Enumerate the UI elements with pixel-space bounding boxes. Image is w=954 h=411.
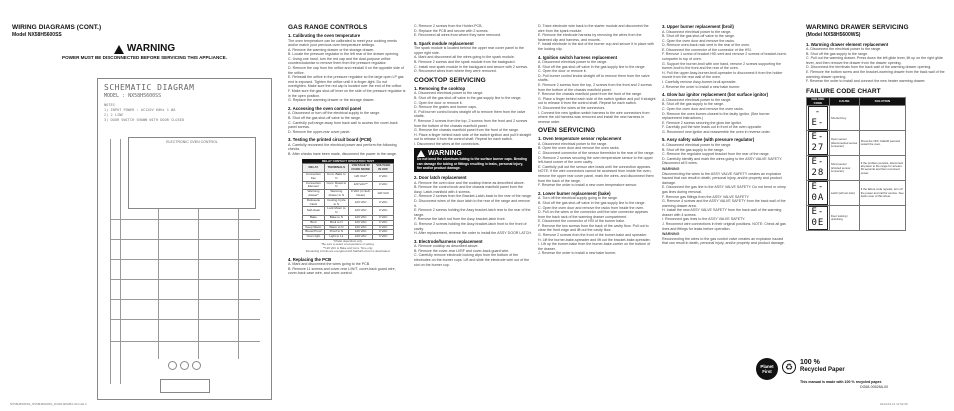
- step: D. Replace the PCB and secure with 2 screws.: [414, 28, 489, 33]
- schematic-title: SCHEMATIC DIAGRAM: [104, 83, 195, 92]
- table-cell: Keep Warm: [303, 225, 325, 230]
- table-cell: Conv. Bake to N: [324, 172, 348, 181]
- subhead-temp-sensor: 1. Oven temperature sensor replacement: [538, 136, 622, 142]
- step: F. Remove the latch rod from the Assy bracket-latch front.: [414, 217, 506, 222]
- failure-code-cell: [807, 131, 830, 156]
- failure-code-row: [807, 206, 906, 231]
- table-cell: 120 VAC: [348, 230, 373, 235]
- failure-cause-cell: Door locking / unlocking: [829, 206, 859, 231]
- step: A. Disconnect electrical power to the range.: [538, 141, 608, 146]
- table-cell: 0 VAC: [373, 207, 394, 216]
- table-cell: Light to L1: [324, 235, 348, 240]
- failure-code-display: -E-: [808, 106, 828, 130]
- recycled-percent: 100 %: [800, 359, 820, 366]
- step: A. Remove cooktop as described above.: [414, 244, 479, 249]
- relay-table-notes: [302, 240, 394, 254]
- table-cell: Lock Motor to N: [324, 207, 348, 216]
- step: F. Reverse the order to install and connect the new heater warming drawer.: [806, 79, 926, 84]
- subhead-upper-burner: 3. Upper burner replacement (broil): [662, 24, 734, 29]
- table-cell: Bake: [303, 215, 325, 220]
- step: H. Pull the upper Assy-burner-broil-spreader to disconnect it from the holder nozzle from the rear wall of the oven.: [662, 70, 783, 80]
- subhead-ignition-switch: 4. Ignition switch harness replacement: [538, 54, 618, 60]
- step: D. Remove the oven burner-closest to the faulty ignitor. (See burner replacement instructions.): [662, 111, 770, 121]
- step: A. Mark and disconnect the wires going to the PCB.: [288, 262, 371, 267]
- table-cell: Self-clean: [303, 207, 325, 216]
- step: B. Shut off the gas supply to the range.: [662, 102, 725, 107]
- table-cell: Oven light: [303, 235, 325, 240]
- warning-label: WARNING: [662, 166, 680, 171]
- step: E. Disconnect the gas line to the ASSY VALVE SAFETY. Do not bend or crimp gas lines during removal.: [662, 185, 786, 194]
- warning-block: [12, 42, 277, 61]
- step: D. Reconnect wires from where they were removed.: [414, 69, 497, 74]
- step: G. Place a finger behind each side of the switch ignition and pull it straight out to release it from the control shaft. Repeat for each switch.: [538, 96, 656, 106]
- step: H. Place a finger behind each side of the switch ignition and pull it straight out to release it from the control shaft. Repeat for each switch.: [414, 132, 532, 142]
- failure-code-cell: [807, 156, 830, 181]
- step: B. Shut off the gas shut-off valve in the gas supply line to the range.: [538, 200, 646, 205]
- step: C. Open the oven door and remove the racks.: [662, 38, 735, 43]
- paragraph: The oven temperature can be calibrated to meet your cooking needs and/or match your previous oven temperature settings.: [288, 38, 397, 48]
- step: D. Carefully identify and mark the wires going to the ASSY VALVE SAFETY. Disconnect all 5 wires.: [662, 156, 783, 166]
- failure-code-display: E-28: [808, 156, 828, 180]
- step: A. Disconnect electrical power to the range.: [662, 97, 732, 102]
- warning-label: WARNING: [662, 232, 680, 237]
- step: E. Carefully pull out the sensor wire leads until the connection appears. NOTE: If the wire connectors cannot be accessed from inside the oven, remove the upper rear cover panel, mark the wires, and disconnect them from the back of the range.: [538, 164, 654, 183]
- table-cell: 0 VAC: [373, 230, 394, 235]
- section-title-wiring: WIRING DIAGRAMS (CONT.): [12, 24, 102, 31]
- step: D. Remove the cap from the orifice and reinstall it on the opposite side of the orifice.: [288, 66, 404, 75]
- step: C. Remove 2 screws from the Holder-PCB.: [414, 24, 483, 28]
- step: F. Install electrode in the slot of the burner cup and secure it in place with the locking clip.: [538, 42, 654, 51]
- step: C. Open the door or remove it.: [538, 69, 587, 74]
- step: I. Carefully remove Assy-burner-broil-spreader.: [662, 80, 737, 85]
- table-header-cell: VOLTAGE IN COOK MODE: [348, 164, 373, 173]
- table-cell: 120 VAC: [348, 198, 373, 207]
- terminal-circle: [192, 361, 201, 370]
- step: H. Lift the burner-bake-spreader and lift out the bracket-bake-spreader.: [538, 237, 651, 242]
- table-cell: Broil to N: [324, 220, 348, 225]
- step: D. Pull burner control knobs straight off to remove them from the valve shafts.: [538, 73, 650, 83]
- step: C. Disconnect connector of the sensor thermistor to the rear of the range.: [538, 151, 655, 156]
- model-label: (Model NX58H5600WS): [806, 32, 861, 38]
- footer-file-info: NX58H5600SS_NX58H5600SS_DG68-00628A-00.indd 4: [10, 402, 87, 406]
- failure-code-row: [807, 131, 906, 156]
- footer-timestamp: 2014-03-12 11:52:35: [880, 402, 908, 406]
- step: G. Remove the chassis manifold panel from the front of the range.: [414, 128, 520, 133]
- table-header-cell: TERMINALS: [324, 164, 348, 173]
- step: D. Disconnect the terminals from the back wall of the warming drawer opening.: [806, 65, 932, 70]
- planet-first-line: First: [762, 369, 772, 374]
- recycled-label: Recycled Paper: [800, 367, 845, 373]
- schematic-diagram: [97, 78, 272, 400]
- section-title-warming-drawer: WARMING DRAWER SERVICING: [806, 24, 909, 31]
- step: G. Remove 2 screws from the front of the burner-bake and spreader.: [538, 233, 648, 238]
- step: A. Remove the warming drawer or the storage drawer.: [288, 47, 375, 52]
- section-title-cooktop: COOKTOP SERVICING: [414, 76, 486, 84]
- table-cell: 0 VAC: [373, 235, 394, 240]
- column-oven-servicing-cont: [662, 24, 788, 246]
- subhead-testing-pcb: 3. Testing the printed circuit board (PCB): [288, 137, 372, 143]
- column-oven-servicing: [538, 24, 656, 256]
- step: A. Mark and disconnect all the wires going to the spark module.: [414, 55, 515, 60]
- step: A. Disconnect the electrical power to the range.: [806, 47, 882, 51]
- failure-solution-cell: If the problem persists, disconnect all power to the range for at least 30 seconds and then reconnect power.: [859, 156, 905, 181]
- warning-text: Do not bend the aluminum tubing to the surface burner caps. Bending can damage the tubing or fittings resulting in leaks, personal injury, fire and/or product damage.: [417, 157, 527, 170]
- relay-table-wrap: [302, 159, 394, 254]
- table-cell: Warming drawer to N: [324, 190, 348, 199]
- step: D. Remove the grates and burner caps.: [414, 105, 477, 110]
- warning-triangle-icon: [114, 45, 124, 54]
- schematic-notes: [104, 103, 184, 123]
- failure-code-cell: [807, 181, 830, 206]
- table-cell: Warming drawer*: [303, 190, 325, 199]
- recycled-note: This manual is made with 100 % recycled paper.: [800, 380, 882, 384]
- step: F. Remove gas fittings from the ASSY VALVE SAFETY.: [662, 194, 750, 199]
- warning-heading: [114, 42, 176, 54]
- step: C. Pull out the warming drawer. Press down the left glide lever, lift up on the right glide lever, and then remove the drawer from the drawer opening.: [806, 56, 943, 65]
- step: C. Open the oven door and remove the racks from inside the oven.: [538, 205, 645, 210]
- table-cell: Rotisserie Clock: [303, 198, 325, 207]
- step: G. Replace the warming drawer or the storage drawer.: [288, 98, 375, 103]
- recycle-icon: ♻: [782, 360, 796, 374]
- table-cell: 120 VAC: [348, 235, 373, 240]
- table-cell: Proof to N: [324, 230, 348, 235]
- step: B. Shut off the gas supply to the range.: [806, 51, 869, 56]
- step: H. After replacement, reverse the order to install the ASSY DOOR LATCH.: [414, 231, 532, 236]
- subhead-door-latch: 2. Door latch replacement: [414, 175, 467, 181]
- table-header-cell: RELAY: [303, 164, 325, 173]
- table-row: [303, 198, 394, 207]
- failure-cause-cell: Shorted Key: [829, 106, 859, 131]
- section-title-failure-codes: FAILURE CODE CHART: [806, 87, 881, 95]
- step: H. Install the new ASSY VALVE SAFETY from the back wall of the warming drawer with 4 screws.: [662, 208, 782, 217]
- step: A. Remove the oven door and the cooktop frame as described above.: [414, 180, 525, 185]
- schematic-model: MODEL : NX58H5600SS: [104, 93, 162, 99]
- step: F. Remove 2 screws from the top, 2 screws from the front and 2 screws from the bottom of the chassis manifold panel.: [414, 118, 528, 128]
- table-cell: 120 VAC: [348, 215, 373, 220]
- schematic-note: 3) DOOR SWITCH SHOWN WITH DOOR CLOSED: [104, 118, 185, 122]
- terminal-circle: [180, 361, 189, 370]
- step: F. Carefully pull the wire leads out in front of the oven opposite.: [662, 125, 763, 130]
- subhead-drawer-element: 1. Warming drawer element replacement: [806, 41, 889, 47]
- wire-line: [110, 139, 111, 384]
- step: A. Disconnect electrical power to the range.: [662, 142, 732, 147]
- step: B. Shut off the gas shut-off valve to the range.: [662, 34, 735, 39]
- table-cell: 120 VAC: [348, 220, 373, 225]
- warning-text: Reconnecting the wires to the gas control valve creates an explosion hazard that can result in death, personal injury, and/or property and product damage.: [662, 236, 785, 246]
- table-cell: Broil: [303, 220, 325, 225]
- step: I. Reconnect gas lines to the ASSY VALVE SAFETY.: [662, 217, 746, 222]
- step: B. Remove the cover-rear LI/RF and cover-back guard wire.: [414, 248, 510, 253]
- cooktop-warning-heading: [417, 150, 529, 157]
- step: E. Remove 2 screws securing the glow bar ignitor.: [662, 120, 742, 125]
- subhead-removing-cooktop: 1. Removing the cooktop: [414, 85, 466, 91]
- step: J. Reverse the order to install a new bake burner.: [538, 251, 617, 256]
- failure-solution-cell: [859, 106, 905, 131]
- step: D. Pull on the wires or the connector until the wire connector appears from the back rack of the warming drawer compartment.: [538, 210, 648, 219]
- step: F. Remove the chassis manifold panel from the front of the range.: [538, 92, 643, 97]
- failure-code-table: [806, 97, 906, 232]
- failure-code-cell: [807, 106, 830, 131]
- failure-solution-cell: If the failure code repeats, turn off the power and call for service. See back cover of this sheet.: [859, 181, 905, 206]
- failure-code-display: E-27: [808, 131, 828, 155]
- step: D. Remove 2 screws securing the oven temperature sensor to the upper left-hand corner of the oven cavity.: [538, 155, 653, 165]
- subhead-accessing-panel: 2. Accessing the oven control panel: [288, 105, 362, 111]
- warning-title: WARNING: [428, 149, 462, 157]
- table-cell: 0 VAC: [373, 172, 394, 181]
- subhead-calibrating: 1. Calibrating the oven temperature: [288, 33, 361, 38]
- wire-line: [158, 209, 159, 359]
- column-warming-drawer: [806, 24, 946, 231]
- step: B. Open the oven door and remove the oven racks.: [538, 146, 620, 151]
- table-cell: 0 VAC (in Self-Clean): [348, 190, 373, 199]
- failure-code-display: E-0E: [808, 206, 828, 230]
- schematic-note: NOTES: [104, 103, 115, 107]
- wire-line: [238, 209, 239, 359]
- step: D. Trace electrode wire back to the starter module and disconnect the wire from the spark module.: [538, 24, 649, 33]
- step: A. Carefully reconnect the electrical power and perform the following checks.: [288, 142, 397, 152]
- table-cell: Bread Proof: [303, 230, 325, 235]
- step: D. Remove oven-back rack vent in the rear of the oven.: [662, 43, 751, 48]
- failure-cause-cell: Open sensor (disconnected sensor connector): [829, 131, 859, 156]
- model-label: Model NX58H5600SS: [12, 32, 62, 38]
- table-cell: 0 VAC: [373, 220, 394, 225]
- failure-code-cell: [807, 206, 830, 231]
- failure-code-row: [807, 156, 906, 181]
- table-row: [303, 190, 394, 199]
- table-cell: 120 VAC: [373, 190, 394, 199]
- step: C. Carefully pull range away from back wall to access the cover-back panel screws.: [288, 120, 398, 130]
- power-plug-box: [160, 379, 210, 393]
- step: B. Shut off the gas shut-off valve to the range.: [288, 115, 361, 120]
- step: I. Lift up the burner-bake from the burner-bake-carrier on the bottom of the drawer.: [538, 242, 651, 251]
- warning-title: WARNING: [126, 42, 176, 54]
- step: G. Reconnect new ignitor and reassemble the oven in reverse order.: [662, 129, 771, 134]
- table-note: *Model dependent only.: [333, 238, 363, 243]
- step: B. Shut off the gas shut-off valve in the gas supply line to the range.: [414, 95, 522, 100]
- step: B. Remove 11 screws and cover-rear L/W/T, cover-back guard wire, cover-back case wire, and cover-control.: [288, 266, 396, 276]
- relay-contact-table: [302, 163, 394, 240]
- table-note: *Be sure to select a temperature or setting.: [321, 242, 375, 247]
- planet-first-logo: [756, 358, 778, 380]
- failure-table-header: SOLUTION: [859, 97, 905, 106]
- step: F. Reverse the order to install a new oven temperature sensor.: [538, 183, 638, 188]
- step: C. Install new spark module in the backguard and secure with 2 screws.: [414, 64, 529, 69]
- failure-table-header: CAUSE: [829, 97, 859, 106]
- failure-cause-cell: Latch (will not lock): [829, 181, 859, 206]
- terminal-block: [168, 361, 201, 370]
- step: C. Using one hand, turn the red cap and the dual-purpose orifice counterclockwise to remove them from the pressure regulator.: [288, 56, 391, 66]
- step: F. Remove 1 screw of bracket HSI-vent and remove 2 screws of bracket-burnt-compartm to top of oven.: [662, 52, 787, 62]
- subhead-replacing-pcb: 4. Replacing the PCB: [288, 256, 332, 262]
- step: A. Disconnect electrical power to the range.: [662, 29, 732, 34]
- terminal-circle: [168, 361, 177, 370]
- step: C. Open the oven door and remove the oven racks.: [662, 106, 744, 111]
- subhead-electrode-harness: 3. Electrode/harness replacement: [414, 238, 483, 244]
- step: I. Connect the new ignition switch harness to the wire connectors from where the old harness was removed and install the new harness in reverse order.: [538, 110, 650, 124]
- step: A. Disconnect or turn off the electrical supply to the range.: [288, 111, 381, 116]
- step: D. Remove the upper-rear cover panel.: [288, 129, 351, 134]
- warning-text: POWER MUST BE DISCONNECTED BEFORE SERVICING THIS APPLIANCE.: [62, 54, 227, 60]
- table-cell: 0 VAC: [373, 181, 394, 190]
- step: B. After checks have been made, disconnect the power to the range.: [288, 151, 397, 156]
- relay-table-title: RELAY CONTACT OPERATION TEST: [302, 159, 394, 164]
- document-code: DG68-00628A-00: [860, 385, 889, 389]
- failure-solution-cell: [859, 206, 905, 231]
- step: G. Remove 2 screws holding the Assy bracket-latch front to the front of cavity.: [414, 221, 527, 231]
- wire-line: [198, 209, 199, 359]
- failure-code-row: [807, 181, 906, 206]
- step: B. Remove 2 screws and the spark module from the backguard.: [414, 60, 516, 65]
- step: G. Remove 4 screws and the ASSY VALVE SAFETY from the back wall of the warming drawer area.: [662, 199, 786, 208]
- step: A. Turn off the electrical supply going to the range.: [538, 196, 619, 201]
- failure-code-display: E-0A: [808, 181, 828, 205]
- step: C. Remove 2 screws from the Bracket-Latch-back to the rear of the range.: [414, 194, 532, 199]
- table-cell: Bake to N: [324, 215, 348, 220]
- subhead-lower-burner: 2. Lower burner replacement (bake): [538, 190, 611, 196]
- step: E. Reconnect all wires from where they were removed.: [414, 33, 502, 38]
- step: C. Carefully remove electrode locking clips from the bottom of the electrodes on the burner cups. Lift and slide the electrode wire out of the slot on the burner cup.: [414, 253, 530, 267]
- step: D. Disconnect wires of the door latch to the rear of the range and remove it.: [414, 198, 531, 208]
- table-cell: Cooling Cycle to N: [324, 198, 348, 207]
- step: B. Remove the control knob and the chassis manifold panel from the Assy. Latch-manifold with 4 screws.: [414, 185, 523, 194]
- failure-table-header: FAILURE CODE: [807, 97, 830, 106]
- table-row: [303, 172, 394, 181]
- subhead-spark-module: 5. Spark module replacement: [414, 40, 474, 46]
- column-cooktop-servicing: [414, 24, 532, 267]
- step: A. Disconnect electrical power to the range.: [414, 91, 484, 96]
- step: E. Disconnect the connector of the connector of the HSI.: [662, 47, 752, 52]
- table-cell: 120 VAC: [348, 225, 373, 230]
- schematic-note: 2) 2 LINE: [104, 113, 124, 117]
- section-title-oven: OVEN SERVICING: [538, 127, 596, 135]
- table-cell: Convection Fan: [303, 172, 325, 181]
- table-cell: 120 VAC*: [348, 172, 373, 181]
- step: G. Support the burner-broil with one hand, remove 2 screws supporting the burner-broil to the front and the rear of the oven.: [662, 61, 782, 71]
- step: F. Remove the two screws from the back of the cavity floor. Pull out to clear the front edge and lift out the cavity floor.: [538, 223, 649, 233]
- failure-solution-cell: Press the OFF CLEAR pad and restart the oven.: [859, 131, 905, 156]
- paragraph: The spark module is located behind the upper rear cover panel to the upper right side.: [414, 46, 524, 55]
- subhead-safety-valve: 5. Assy safety valve (with pressure regulator): [662, 137, 755, 143]
- section-title-gas-range: GAS RANGE CONTROLS: [288, 24, 368, 31]
- subhead-glow-bar: 4. Glow bar ignitor replacement (bot surface ignitor): [662, 92, 769, 98]
- electronic-oven-control-box: [128, 137, 256, 209]
- step: B. Shut off the gas shut-off valve in the gas supply line to the range.: [538, 64, 646, 69]
- cooktop-warning-box: [414, 148, 532, 172]
- table-header-cell: VOLTAGE IN OFF: [373, 164, 394, 173]
- table-note: Remaining circuits are energized with Sabbath circuit is deactivated.: [305, 249, 391, 254]
- planet-first-line: Planet: [760, 364, 774, 369]
- step: E. Remove the electrode harness by removing the wires from the fastened clip and harness, and mounts.: [538, 33, 642, 42]
- step: A. Disconnect electrical power to the range.: [538, 60, 608, 65]
- failure-code-row: [807, 106, 906, 131]
- table-cell: 120 VAC**: [348, 181, 373, 190]
- recycled-paper-block: [756, 358, 896, 390]
- failure-cause-cell: Short sensor (shorted sensor connector): [829, 156, 859, 181]
- step: E. Disconnect the connector of HSI of the burner bake.: [538, 219, 626, 224]
- column-gas-range-controls: [288, 24, 406, 276]
- warning-text: Disconnecting the wires to the ASSY VALVE SAFETY creates an explosion hazard that can result in death, personal injury, and/or property and product damage.: [662, 171, 782, 185]
- oven-control-label: ELECTRONIC OVEN CONTROL: [166, 140, 218, 144]
- step: C. Open the door or remove it.: [414, 100, 463, 105]
- table-cell: Convection Element: [303, 181, 325, 190]
- table-cell: Warm to N: [324, 225, 348, 230]
- column-wiring-diagrams: [12, 24, 277, 60]
- table-cell: 0 VAC: [373, 215, 394, 220]
- step: E. Pull burner control knobs straight off to remove them from the valve shafts.: [414, 109, 526, 119]
- step: B. Shut off the gas supply to the range.: [662, 147, 725, 152]
- step: J. Reconnect wire connections in their original positions. NOTE: Check all gas lines and fittings for leaks before operation.: [662, 222, 786, 231]
- table-cell: 0 VAC: [373, 198, 394, 207]
- step: E. Remove 2 screws holding the Assy bracket-latch rear to the rear of the range.: [414, 208, 531, 217]
- warning-triangle-icon: [417, 150, 425, 157]
- step: H. Disconnect the wires at the connectors.: [538, 106, 606, 110]
- step: B. Locate the pressure regulator in the left rear of the drawer opening.: [288, 52, 400, 57]
- step: E. Remove the bottom screw and the bracket-warming drawer from the back wall of the warming drawer opening.: [806, 69, 945, 79]
- table-note: **120 VAC to Bake and Conv. Time only.: [322, 245, 374, 250]
- table-cell: 120 VAC: [348, 207, 373, 216]
- table-cell: 0 VAC: [373, 225, 394, 230]
- step: C. Remove the regulator support bracket from the rear of the range.: [662, 152, 770, 157]
- schematic-note: 1) INPUT POWER : AC120V 60Hz 1 ØA: [104, 108, 176, 112]
- step: E. Remove 2 screws from the top, 2 screws from the front and 2 screws from the bottom of the chassis manifold panel.: [538, 83, 652, 92]
- step: E. Reinstall the orifice in the pressure regulator so the large open LP gas end is exposed. Tighten the orifice until it is finger-tight. Do not overtighten. Make sure the red cap is located over the end of the orifice.: [288, 75, 404, 89]
- step: F. Make sure the gas shut-off lever on the side of the pressure regulator is in the open position.: [288, 89, 406, 98]
- wire-line: [120, 139, 121, 384]
- step: I. Disconnect the wires at the connectors.: [414, 141, 480, 146]
- table-cell: Conv. Roast to N: [324, 181, 348, 190]
- step: J. Reverse the order to install a new bake burner.: [662, 84, 741, 89]
